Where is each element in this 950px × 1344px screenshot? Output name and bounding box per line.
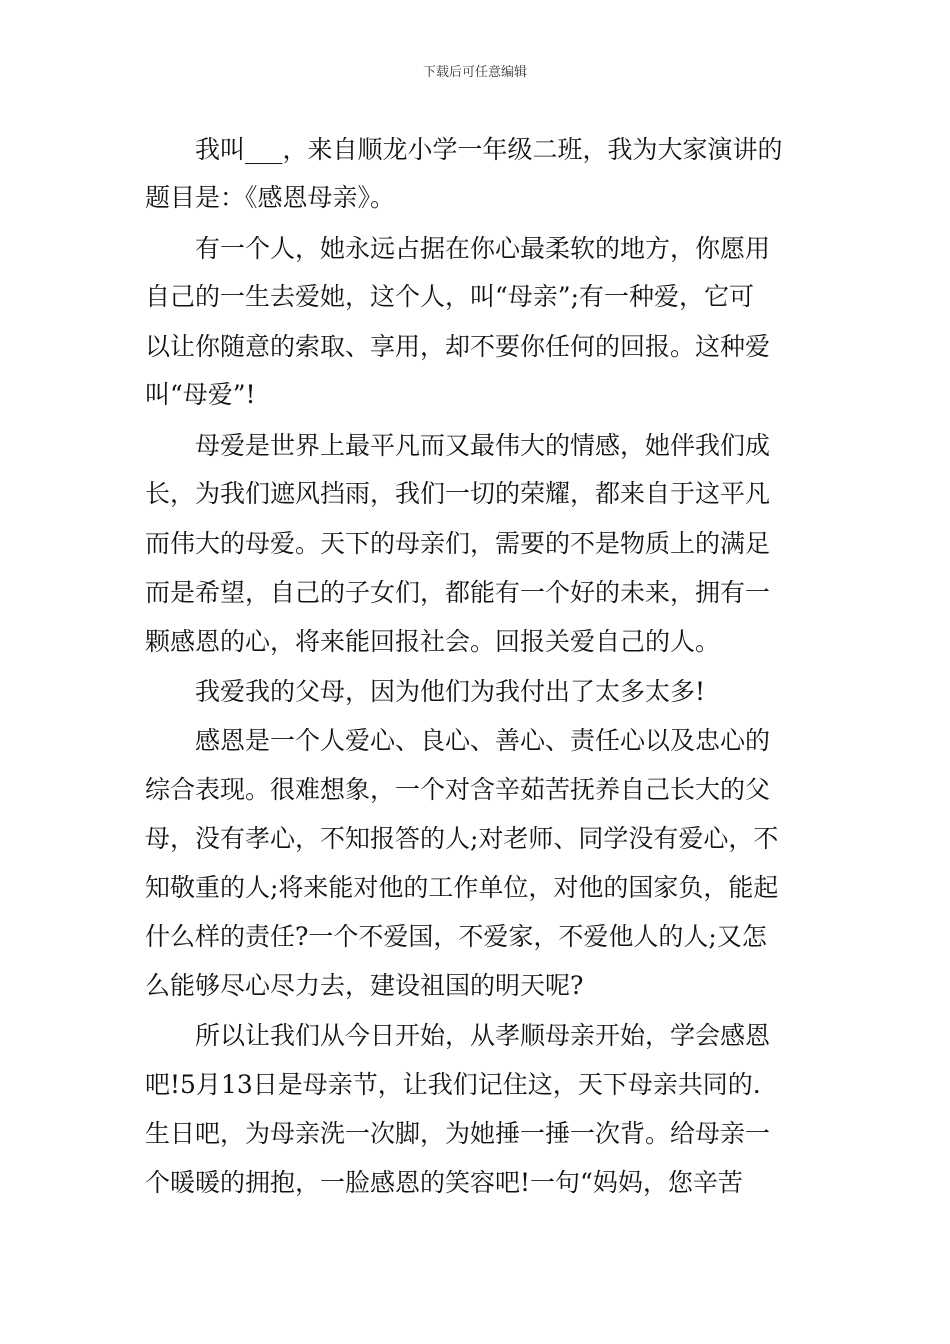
text-line: 叫“母爱”! <box>145 380 256 409</box>
text-line: 所以让我们从今日开始，从孝顺母亲开始，学会感恩 <box>145 1021 771 1050</box>
text-line: 有一个人，她永远占据在你心最柔软的地方，你愿用 <box>145 234 771 263</box>
text-line: 知敬重的人;将来能对他的工作单位，对他的国家负，能起 <box>145 873 779 902</box>
text-line: 生日吧，为母亲洗一次脚，为她捶一捶一次背。给母亲一 <box>145 1119 771 1148</box>
text-line: 长，为我们遮风挡雨，我们一切的荣耀，都来自于这平凡 <box>145 479 771 508</box>
text-line: 我爱我的父母，因为他们为我付出了太多太多! <box>145 677 706 706</box>
text-line: 母爱是世界上最平凡而又最伟大的情感，她伴我们成 <box>145 431 771 460</box>
text-line: 而伟大的母爱。天下的母亲们，需要的不是物质上的满足 <box>145 529 771 558</box>
text-line: 感恩是一个人爱心、良心、善心、责任心以及忠心的 <box>145 726 771 755</box>
text-line: 母，没有孝心，不知报答的人;对老师、同学没有爱心，不 <box>145 824 779 853</box>
text-line: 个暖暖的拥抱，一脸感恩的笑容吧!一句“妈妈，您辛苦 <box>145 1168 743 1197</box>
text-line: 以让你随意的索取、享用，却不要你任何的回报。这种爱 <box>145 332 771 361</box>
text-line: 自己的一生去爱她，这个人，叫“母亲”;有一种爱，它可 <box>145 282 754 311</box>
text-line: 综合表现。很难想象，一个对含辛茹苦抚养自己长大的父 <box>145 775 771 804</box>
page-header: 下载后可任意编辑 <box>422 65 527 80</box>
text-line: 么能够尽心尽力去，建设祖国的明天呢? <box>145 971 584 1000</box>
text-line: 吧!5月13日是母亲节，让我们记住这，天下母亲共同的. <box>145 1070 761 1099</box>
text-line: 什么样的责任?一个不爱国，不爱家，不爱他人的人;又怎 <box>145 922 767 951</box>
text-line: 我叫___，来自顺龙小学一年级二班，我为大家演讲的 <box>145 135 783 164</box>
text-line: 颗感恩的心，将来能回报社会。回报关爱自己的人。 <box>145 627 721 656</box>
text-line: 题目是：《感恩母亲》。 <box>145 183 396 212</box>
text-line: 而是希望，自己的子女们，都能有一个好的未来，拥有一 <box>145 578 771 607</box>
